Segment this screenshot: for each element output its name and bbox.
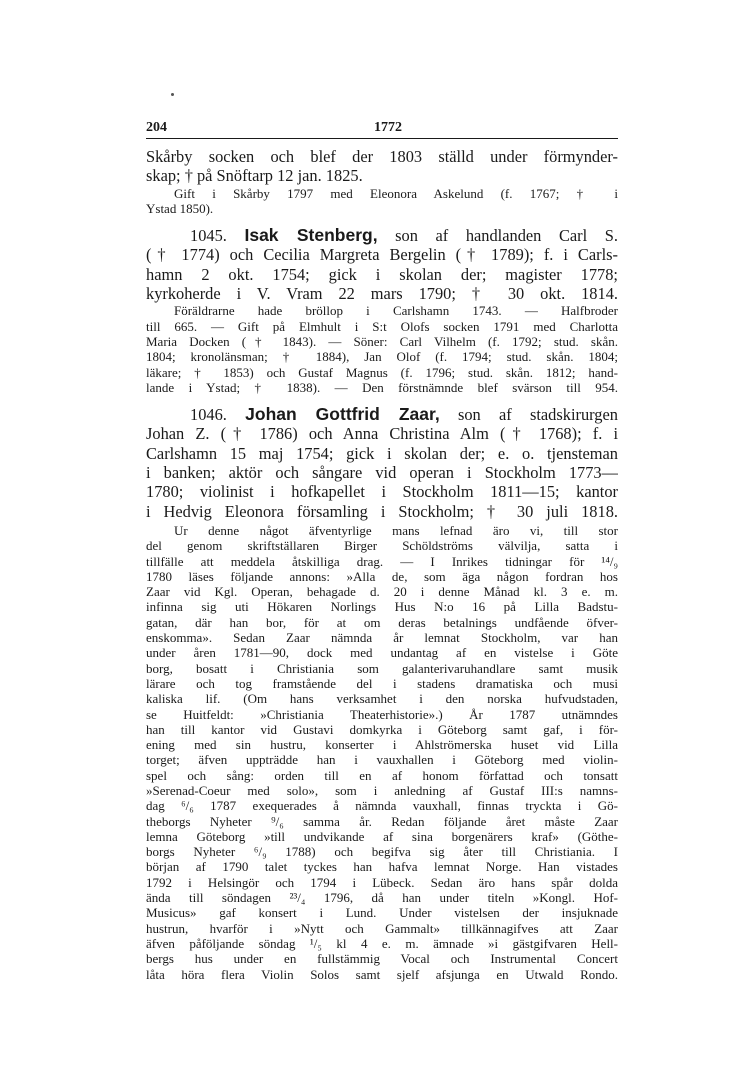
text-line: († 1774) och Cecilia Margreta Bergelin († 1789); f. i Carls-: [146, 245, 618, 265]
text-line: Johan Z. († 1786) och Anna Christina Alm († 1768); f. i: [146, 424, 618, 444]
entry-1046-note: [146, 523, 618, 982]
note-line: äfven påföljande söndag ¹/₅ kl 4 e. m. ämnade »i gästgifvaren Hell-: [146, 935, 618, 951]
person-name: Isak Stenberg,: [244, 226, 378, 246]
entry-heading-rest: son af stadskirurgen: [457, 405, 618, 425]
entry-1045: [146, 226, 618, 303]
note-line: tillfälle att meddela åtskilliga drag. — I Inrikes tidningar för ¹⁴/₉: [146, 553, 618, 569]
note-line: 1804; kronolänsman; † 1884), Jan Olof (f. 1794; stud. skån. 1804;: [146, 349, 618, 365]
note-line: 1780 läses följande annons: »Alla de, som äga någon fordran hos: [146, 568, 618, 584]
entry-heading-line: [146, 405, 618, 424]
note-line: torget; äfven uppträdde han i vauxhallen i Göteborg med violin-: [146, 752, 618, 768]
note-line: han till kantor vid Gustavi domkyrka i Göteborg samt gaf, i för-: [146, 721, 618, 737]
note-line: Musicus» gaf konsert i Lund. Under vistelsen der insjuknade: [146, 905, 618, 921]
entry-number: 1045.: [190, 226, 227, 246]
note-line: lemna Göteborg »till undvikande af sina borgenärers kraf» (Göthe-: [146, 828, 618, 844]
page-header: [146, 118, 618, 140]
running-year: 1772: [374, 120, 402, 135]
note-line: Maria Docken († 1843). — Söner: Carl Vilhelm (f. 1792; stud. skån.: [146, 333, 618, 349]
note-line: Ur denne något äfventyrlige mans lefnad äro vi, till stor: [174, 522, 618, 538]
note-line: låta höra flera Violin Solos samt sjelf afsjunga en Utwald Rondo.: [146, 966, 618, 982]
text-line: i banken; aktör och sångare vid operan i Stockholm 1773—: [146, 463, 618, 483]
note-line: del genom skriftställaren Birger Schöldströms välvilja, satta i: [146, 538, 618, 554]
entry-heading-rest: son af handlanden Carl S.: [395, 226, 618, 246]
note-line: borgs Nyheter ⁶/₉ 1788) och begifva sig åter till Christiania. I: [146, 844, 618, 860]
text-line: hamn 2 okt. 1754; gick i skolan der; magister 1778;: [146, 264, 618, 284]
book-page: [146, 118, 618, 982]
note-line: borg, bosatt i Christiania som galanterivaruhandlare samt musik: [146, 660, 618, 676]
header-rule: [146, 138, 618, 139]
entry-continued-note: [146, 186, 618, 217]
text-line: 1780; violinist i hofkapellet i Stockholm 1811—15; kantor: [146, 482, 618, 502]
note-line: gatan, där han bor, för at om deras betalnings undfående öfver-: [146, 614, 618, 630]
note-line: Föräldrarne hade bröllop i Carlshamn 1743. — Halfbroder: [174, 303, 618, 319]
note-line: »Serenad-Coeur med solo», som i anledning af Gustaf III:s namns-: [146, 782, 618, 798]
note-line: 1792 i Helsingör och 1794 i Lübeck. Sedan äro hans spår dolda: [146, 874, 618, 890]
text-line: i Hedvig Eleonora församling i Stockholm; † 30 juli 1818.: [146, 501, 618, 521]
text-line: kyrkoherde i V. Vram 22 mars 1790; † 30 okt. 1814.: [146, 284, 618, 304]
entry-1046: [146, 405, 618, 521]
note-line: enskomma». Sedan Zaar nämnda år lemnat Stockholm, var han: [146, 630, 618, 646]
entry-heading-line: [146, 226, 618, 245]
note-line: början af 1790 talet tyckes han hafva lemnat Norge. Han vistades: [146, 859, 618, 875]
text-line: Carlshamn 15 maj 1754; gick i skolan der; e. o. tjensteman: [146, 443, 618, 463]
text-line: Skårby socken och blef der 1803 ställd under förmynder-: [146, 147, 618, 166]
page-speck: [171, 93, 174, 96]
page-content: [146, 147, 618, 982]
note-line: theborgs Nyheter ⁹/₆ samma år. Redan följande året måste Zaar: [146, 813, 618, 829]
note-line: läkare; † 1853) och Gustaf Magnus (f. 1796; stud. skån. 1812; hand-: [146, 364, 618, 380]
note-line: ända till söndagen ²³/₄ 1796, då han under titeln »Kongl. Hof-: [146, 890, 618, 906]
note-line: hustrun, hvarför i »Nytt och Gammalt» tillkännagifves att Zaar: [146, 920, 618, 936]
note-line: dag ⁶/₆ 1787 exequerades å nämnda vauxhall, finnas tryckta i Gö-: [146, 798, 618, 814]
note-line: ening med sin hustru, konserter i Ahlströmerska huset vid Lilla: [146, 737, 618, 753]
note-line: spel och sång: orden till en af honom författad och tonsatt: [146, 767, 618, 783]
note-line: Gift i Skårby 1797 med Eleonora Askelund (f. 1767; † i: [174, 185, 618, 201]
entry-1045-note: [146, 303, 618, 395]
entry-number: 1046.: [190, 405, 227, 425]
page-number: 204: [146, 120, 167, 135]
note-line: infinna sig uti Hökaren Norlings Hus N:o 16 på Lilla Badstu-: [146, 599, 618, 615]
note-line: under åren 1781—90, dock med undantag af en vistelse i Göte: [146, 645, 618, 661]
note-line: lande i Ystad; † 1838). — Den förstnämnde blef svärson till 954.: [146, 379, 618, 395]
note-line: Zaar vid Kgl. Operan, behagade d. 20 i denne Månad kl. 3 e. m.: [146, 584, 618, 600]
note-line: se Huitfeldt: »Christiania Theaterhistorie».) År 1787 utnämndes: [146, 706, 618, 722]
note-line: lärare och tog framstående del i stadens dramatiska och musi: [146, 675, 618, 691]
note-line: kaliska lif. (Om hans verksamhet i den norska hufvudstaden,: [146, 691, 618, 707]
person-name: Johan Gottfrid Zaar,: [245, 405, 440, 425]
text-line: skap; † på Snöftarp 12 jan. 1825.: [146, 166, 363, 186]
note-line: till 665. — Gift på Elmhult i S:t Olofs socken 1791 med Charlotta: [146, 318, 618, 334]
note-line: bergs hus under en fullstämmig Vocal och Instrumental Concert: [146, 951, 618, 967]
note-line: Ystad 1850).: [146, 200, 214, 216]
entry-continued: [146, 147, 618, 186]
